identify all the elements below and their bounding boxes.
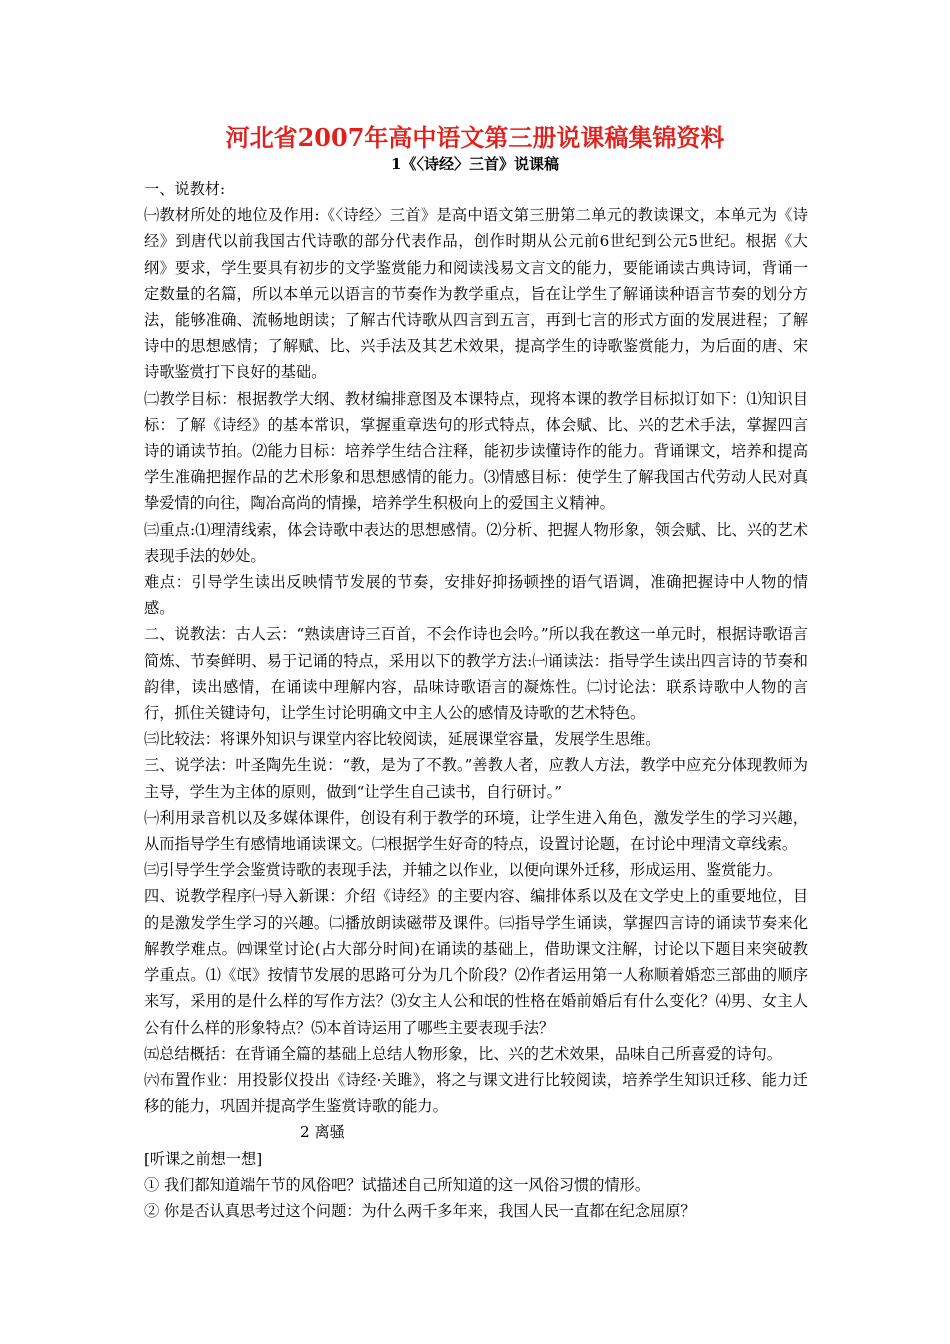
paragraph: ㈠利用录音机以及多媒体课件，创设有利于教学的环境，让学生进入角色，激发学生的学习兴趣，从而指导学生有感情地诵读课文。㈡根据学生好奇的特点，设置讨论题，在讨论中理清文章线索。 xyxy=(144,808,808,854)
list-item: ① 我们都知道端午节的风俗吧？试描述自己所知道的这一风俗习惯的情形。 xyxy=(144,1175,651,1194)
paragraph: ㈤总结概括：在背诵全篇的基础上总结人物形象，比、兴的艺术效果，品味自己所喜爱的诗句。 xyxy=(144,1044,782,1063)
paragraph: 难点：引导学生读出反映情节发展的节奏，安排好抑扬顿挫的语气语调，准确把握诗中人物的情感。 xyxy=(144,573,808,618)
paragraph: 二、说教法：古人云：“熟读唐诗三百首，不会作诗也会吟。”所以我在教这一单元时，根据诗歌语言简炼、节奏鲜明、易于记诵的特点，采用以下的教学方法:㈠诵读法：指导学生读出四言诗的节奏和韵律，读出感情，在诵读中理解内容，品味诗歌语言的凝炼性。㈡讨论法：联系诗歌中人物的言行，抓住关键诗句，让学生讨论明确文中主人公的感情及诗歌的艺术特色。 xyxy=(144,625,808,723)
document-body xyxy=(144,176,808,1224)
paragraph: 三、说学法：叶圣陶先生说：“教，是为了不教。”善教人者，应教人方法，教学中应充分体现教师为主导，学生为主体的原则，做到“让学生自己读书，自行研讨。” xyxy=(144,756,808,801)
paragraph: ㈢重点:⑴理清线索，体会诗歌中表达的思想感情。⑵分析、把握人物形象，领会赋、比、兴的艺术表现手法的妙处。 xyxy=(144,520,808,565)
paragraph: 一、说教材: xyxy=(144,180,226,198)
paragraph: ㈢引导学生学会鉴赏诗歌的表现手法，并辅之以作业，以便向课外迁移，形成运用、鉴赏能力。 xyxy=(144,861,782,880)
paragraph: ㈡教学目标：根据教学大纲、教材编排意图及本课特点，现将本课的教学目标拟订如下：⑴知识目标：了解《诗经》的基本常识，掌握重章迭句的形式特点，体会赋、比、兴的艺术手法，掌握四言诗的诵读节拍。⑵能力目标：培养学生结合注释，能初步读懂诗作的能力。背诵课文，培养和提高学生准确把握作品的艺术形象和思想感情的能力。⑶情感目标：使学生了解我国古代劳动人民对真挚爱情的向往，陶冶高尚的情操，培养学生积极向上的爱国主义精神。 xyxy=(144,389,808,513)
paragraph: ㈥布置作业：用投影仪投出《诗经·关雎》，将之与课文进行比较阅读，培养学生知识迁移、能力迁移的能力，巩固并提高学生鉴赏诗歌的能力。 xyxy=(144,1070,808,1116)
paragraph: ㈠教材所处的地位及作用:《〈诗经〉三首》是高中语文第三册第二单元的教读课文，本单元为《诗经》到唐代以前我国古代诗歌的部分代表作品，创作时期从公元前6世纪到公元5世纪。根据《大纲》要求，学生要具有初步的文学鉴赏能力和阅读浅易文言文的能力，要能诵读古典诗词，背诵一定数量的名篇，所以本单元以语言的节奏作为教学重点，旨在让学生了解诵读种语言节奏的划分方法，能够准确、流畅地朗读；了解古代诗歌从四言到五言，再到七言的形式方面的发展进程；了解诗中的思想感情；了解赋、比、兴手法及其艺术效果，提高学生的诗歌鉴赏能力，为后面的唐、宋诗歌鉴赏打下良好的基础。 xyxy=(144,206,808,382)
paragraph: 四、说教学程序㈠导入新课：介绍《诗经》的主要内容、编排体系以及在文学史上的重要地位，目的是激发学生学习的兴趣。㈡播放朗读磁带及课件。㈢指导学生诵读，掌握四言诗的诵读节奏来化解教学难点。㈣课堂讨论(占大部分时间)在诵读的基础上，借助课文注解，讨论以下题目来突破教学重点。⑴《氓》按情节发展的思路可分为几个阶段？⑵作者运用第一人称顺着婚恋三部曲的顺序来写，采用的是什么样的写作方法？⑶女主人公和氓的性格在婚前婚后有什么变化？⑷男、女主人公有什么样的形象特点？⑸本首诗运用了哪些主要表现手法？ xyxy=(144,887,808,1037)
paragraph: ㈢比较法：将课外知识与课堂内容比较阅读，延展课堂容量，发展学生思维。 xyxy=(144,730,661,749)
document-title: 河北省2007年高中语文第三册说课稿集锦资料 xyxy=(225,123,725,152)
paragraph: [听课之前想一想] xyxy=(144,1149,263,1168)
section-heading: 2 离骚 xyxy=(300,1123,345,1142)
document-subtitle: 1《〈诗经〉三首》说课稿 xyxy=(391,155,559,173)
list-item: ② 你是否认真思考过这个问题：为什么两千多年来，我国人民一直都在纪念屈原？ xyxy=(144,1201,696,1220)
